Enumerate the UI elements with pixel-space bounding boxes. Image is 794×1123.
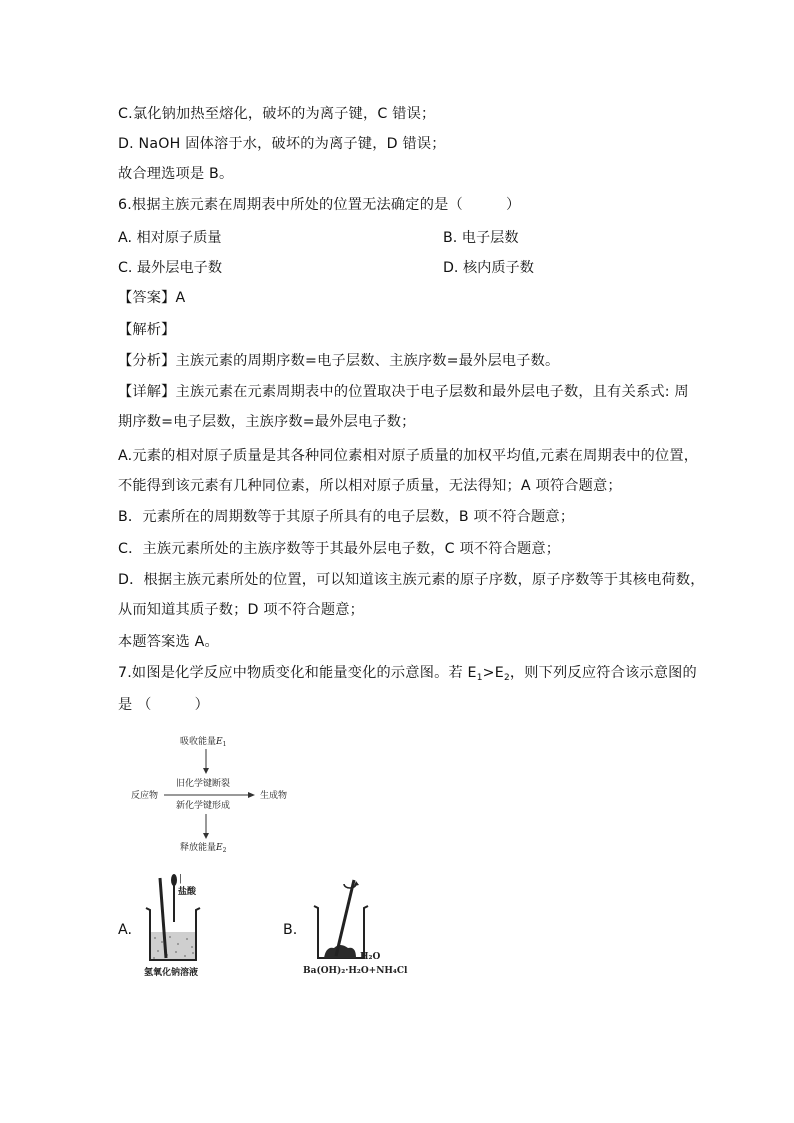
- text-line-conclusion: 故合理选项是 B。: [118, 166, 234, 182]
- hcl-tick-icon: |: [179, 874, 183, 884]
- beaker-baoh2-nh4cl-icon: [306, 872, 376, 964]
- hcl-label: 盐酸: [178, 887, 197, 897]
- explain-d-line-2: 从而知道其质子数；D 项不符合题意；: [118, 602, 365, 618]
- products-label: 生成物: [260, 791, 288, 801]
- question-7-line-2: 是 （ ）: [118, 697, 210, 713]
- option-a: A. 相对原子质量: [118, 230, 222, 246]
- absorb-energy-label: 吸收能量$E_1$: [180, 737, 227, 748]
- form-new-bonds-label: 新化学键形成: [176, 801, 231, 811]
- answer-line: 【答案】A: [118, 290, 186, 306]
- explain-d-line-1: D．根据主族元素所处的位置，可以知道该主族元素的原子序数，原子序数等于其核电荷数，: [118, 572, 705, 588]
- reactants-label: 反应物: [131, 791, 159, 801]
- explain-a-line-1: A.元素的相对原子质量是其各种同位素相对原子质量的加权平均值,元素在周期表中的位置，: [118, 448, 699, 464]
- explain-c-line: C．主族元素所处的主族序数等于其最外层电子数，C 项不符合题意；: [118, 541, 561, 557]
- option-d: D. 核内质子数: [443, 260, 534, 276]
- text-line-c-nacl: C.氯化钠加热至熔化，破坏的为离子键，C 错误；: [118, 106, 436, 122]
- text-line-d-naoh: D. NaOH 固体溶于水，破坏的为离子键，D 错误；: [118, 136, 446, 152]
- fenxi-line: 【分析】主族元素的周期序数=电子层数、主族序数=最外层电子数。: [118, 353, 560, 369]
- explain-a-line-2: 不能得到该元素有几种同位素，所以相对原子质量，无法得知；A 项符合题意；: [118, 478, 622, 494]
- release-energy-label: 释放能量$E_2$: [180, 843, 227, 854]
- baoh2-nh4cl-caption: Ba(OH)₂·H₂O+NH₄Cl: [303, 966, 408, 976]
- final-answer-line: 本题答案选 A。: [118, 634, 219, 650]
- reaction-arrow: [164, 790, 256, 800]
- question-7-line-1: 7.如图是化学反应中物质变化和能量变化的示意图。若 $E_1>E_2$，则下列反应符合该示意图的: [118, 665, 697, 683]
- beaker-hcl-naoh-icon: [140, 872, 210, 964]
- option-b: B. 电子层数: [443, 230, 519, 246]
- figure-a-label: A.: [118, 922, 132, 938]
- naoh-solution-caption: 氢氧化钠溶液: [144, 968, 199, 978]
- break-old-bonds-label: 旧化学键断裂: [176, 779, 231, 789]
- water-label: H₂O: [360, 952, 381, 962]
- explain-b-line: B．元素所在的周期数等于其原子所具有的电子层数，B 项不符合题意；: [118, 509, 575, 525]
- analysis-heading: 【解析】: [118, 322, 176, 338]
- down-arrow-2: [200, 814, 212, 840]
- figure-b-label: B.: [283, 922, 298, 938]
- down-arrow-1: [200, 749, 212, 775]
- question-6: 6.根据主族元素在周期表中所处的位置无法确定的是（ ）: [118, 197, 521, 213]
- xiangjie-line-1: 【详解】主族元素在元素周期表中的位置取决于电子层数和最外层电子数，且有关系式: 周: [118, 384, 689, 400]
- xiangjie-line-2: 期序数=电子层数，主族序数=最外层电子数；: [118, 414, 416, 430]
- option-c: C. 最外层电子数: [118, 260, 223, 276]
